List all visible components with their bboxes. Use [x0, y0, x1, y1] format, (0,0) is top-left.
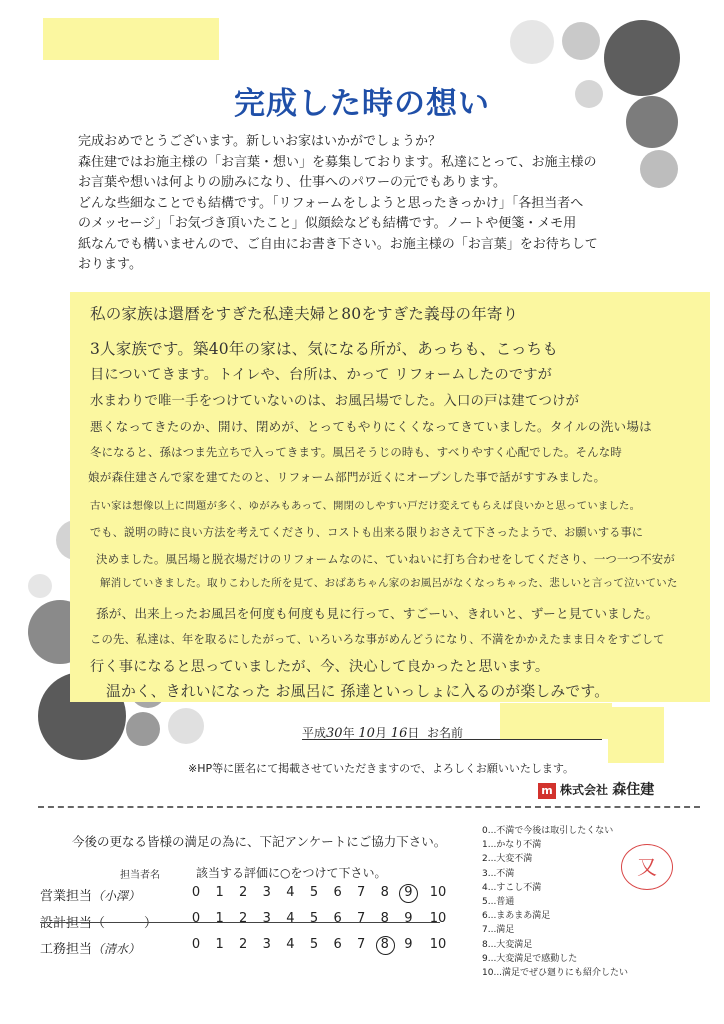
company-mark	[538, 779, 654, 799]
legend-item: 3...不満	[482, 868, 515, 879]
survey-header-right: 該当する評価に○をつけて下さい。	[196, 866, 387, 880]
cut-line	[38, 806, 700, 808]
date-month: 10	[358, 726, 375, 741]
legend-item: 0...不満で今後は取引したくない	[482, 826, 614, 836]
rating-option-10[interactable]: 10	[429, 937, 447, 952]
company-prefix: 株式会社	[560, 783, 609, 797]
legend-item: 10...満足でぜひ廻りにも紹介したい	[482, 968, 629, 979]
rating-option-4[interactable]: 4	[286, 911, 295, 926]
rating-option-9[interactable]: 9	[404, 885, 413, 900]
rating-option-3[interactable]: 3	[262, 885, 271, 900]
rating-option-5[interactable]: 5	[309, 911, 319, 926]
legend-item: 9...大変満足で感動した	[482, 953, 578, 964]
redacted-box	[608, 707, 664, 763]
rating-option-3[interactable]: 3	[262, 911, 271, 926]
survey-header-left: 担当者名	[120, 870, 160, 881]
intro-line: おります。	[78, 257, 142, 272]
rating-option-9[interactable]: 9	[404, 937, 413, 952]
rating-option-10[interactable]: 10	[429, 911, 447, 926]
date-year: 30	[326, 726, 343, 741]
rating-option-7[interactable]: 7	[357, 885, 366, 900]
rating-option-2[interactable]: 2	[239, 885, 248, 900]
handwritten-line: 3人家族です。築40年の家は、気になる所が、あっちも、こっちも	[90, 340, 559, 358]
date-underline	[302, 739, 602, 740]
intro-line: 紙なんでも構いませんので、ご自由にお書き下さい。お施主様の「お言葉」をお待ちして	[78, 236, 598, 252]
date-year-unit: 年	[342, 726, 355, 740]
design-row-strike	[40, 922, 440, 923]
deco-circle	[640, 150, 678, 188]
row-role: 設計担当	[40, 916, 93, 931]
company-name: 森住建	[612, 782, 655, 798]
rating-option-9[interactable]: 9	[404, 911, 413, 926]
rating-option-1[interactable]: 1	[215, 911, 224, 926]
handwritten-line: でも、説明の時に良い方法を考えてくださり、コストも出来る限りおさえて下さったようで、お願いする事に	[90, 526, 644, 539]
rating-option-1[interactable]: 1	[215, 885, 224, 900]
row-person: （ ）	[92, 916, 158, 931]
row-role: 工務担当	[40, 942, 93, 957]
handwritten-line: 悪くなってきたのか、開け、閉めが、とってもやりにくくなってきていました。タイルの洗い場は	[90, 419, 652, 434]
redacted-box	[43, 18, 219, 60]
legend-item: 8...大変満足	[482, 939, 533, 950]
handwritten-line: 古い家は想像以上に問題が多く、ゆがみもあって、開閉のしやすい戸だけ変えてもらえば良いかと思っていました。	[90, 500, 641, 512]
legend-item: 1...かなり不満	[482, 840, 542, 851]
row-person: （小澤）	[92, 889, 141, 903]
rating-option-4[interactable]: 4	[286, 937, 295, 952]
row-person: （清水）	[92, 942, 141, 956]
date-month-unit: 月	[374, 726, 387, 740]
rating-option-0[interactable]: 0	[191, 937, 201, 952]
intro-line: お言葉や想いは何よりの励みになり、仕事へのパワーの元でもあります。	[78, 175, 506, 190]
selected-rating-circle	[376, 936, 395, 955]
deco-circle	[126, 712, 160, 746]
row-role: 営業担当	[40, 889, 93, 904]
selected-rating-circle	[399, 884, 418, 903]
legend-item: 5...普通	[482, 897, 515, 908]
handwritten-line: 行く事になると思っていましたが、今、決心して良かったと思います。	[90, 659, 550, 675]
deco-circle	[168, 708, 204, 744]
rating-option-10[interactable]: 10	[429, 885, 447, 900]
survey-row-construction	[40, 938, 140, 957]
rating-option-7[interactable]: 7	[357, 937, 366, 952]
anonymity-note: ※HP等に匿名にて掲載させていただきますので、よろしくお願いいたします。	[188, 762, 575, 775]
deco-circle	[510, 20, 554, 64]
handwritten-line: 水まわりで唯一手をつけていないのは、お風呂場でした。入口の戸は建てつけが	[90, 394, 580, 409]
handwritten-line: 私の家族は還暦をすぎた私達夫婦と80をすぎた義母の年寄り	[90, 305, 519, 323]
deco-circle	[28, 574, 52, 598]
intro-line: のメッセージ」「お気づき頂いたこと」似顔絵なども結構です。ノートや便箋・メモ用	[78, 216, 577, 231]
rating-option-5[interactable]: 5	[309, 885, 319, 900]
deco-circle	[562, 22, 600, 60]
rating-option-0[interactable]: 0	[191, 885, 201, 900]
rating-legend	[482, 824, 628, 980]
rating-option-6[interactable]: 6	[333, 911, 342, 926]
rating-option-5[interactable]: 5	[309, 937, 319, 952]
date-day: 16	[390, 726, 408, 741]
survey-intro: 今後の更なる皆様の満足の為に、下記アンケートにご協力下さい。	[72, 834, 447, 849]
rating-option-8[interactable]: 8	[380, 937, 389, 952]
legend-item: 4...すこし不満	[482, 882, 542, 893]
legend-item: 2...大変不満	[482, 854, 533, 865]
handwritten-line: この先、私達は、年を取るにしたがって、いろいろな事がめんどうになり、不満をかかえたまま日々をすごして	[90, 633, 665, 646]
legend-item: 6...まあまあ満足	[482, 911, 551, 922]
page-title: 完成した時の想い	[234, 86, 490, 122]
survey-row-sales	[40, 885, 140, 904]
date-day-unit: 日	[407, 726, 420, 740]
handwritten-line: 孫が、出来上ったお風呂を何度も何度も見に行って、すごーい、きれいと、ずーと見ていました。	[96, 606, 659, 621]
rating-option-6[interactable]: 6	[333, 937, 342, 952]
handwritten-line: 決めました。風呂場と脱衣場だけのリフォームなのに、ていねいに打ち合わせをしてくださり、一つ一つ不安が	[96, 552, 675, 566]
rating-option-3[interactable]: 3	[262, 937, 271, 952]
date-era: 平成	[302, 726, 327, 740]
redacted-box	[500, 703, 612, 739]
rating-option-1[interactable]: 1	[215, 937, 224, 952]
rating-option-2[interactable]: 2	[239, 911, 248, 926]
rating-option-2[interactable]: 2	[239, 937, 248, 952]
rating-option-7[interactable]: 7	[357, 911, 366, 926]
handwritten-line: 冬になると、孫はつま先立ちで入ってきます。風呂そうじの時も、すべりやすく心配でした。そんな時	[90, 445, 622, 459]
intro-line: 完成おめでとうございます。新しいお家はいかがでしょうか？	[78, 134, 441, 149]
rating-option-8[interactable]: 8	[380, 911, 389, 926]
handwritten-line: 娘が森住建さんで家を建てたのと、リフォーム部門が近くにオープンした事で話がすすみました。	[88, 470, 606, 484]
rating-option-8[interactable]: 8	[380, 885, 389, 900]
company-logo: m	[538, 783, 556, 799]
rating-option-6[interactable]: 6	[333, 885, 342, 900]
rating-option-4[interactable]: 4	[286, 885, 295, 900]
reviewer-stamp: 又	[621, 844, 673, 890]
handwritten-line: 目についてきます。トイレや、台所は、かって リフォームしたのですが	[90, 367, 552, 383]
legend-item: 7...満足	[482, 925, 515, 936]
rating-option-0[interactable]: 0	[191, 911, 201, 926]
name-label: お名前	[427, 726, 464, 740]
intro-text	[78, 132, 598, 276]
handwritten-line: 解消していきました。取りこわした所を見て、おばあちゃん家のお風呂がなくなっちゃった、悲しいと言って泣いていた	[100, 577, 678, 589]
intro-line: 森住建ではお施主様の「お言葉・想い」を募集しております。私達にとって、お施主様の	[78, 154, 597, 170]
handwritten-line: 温かく、きれいになった お風呂に 孫達といっしょに入るのが楽しみです。	[106, 683, 610, 700]
intro-line: どんな些細なことでも結構です。「リフォームをしようと思ったきっかけ」「各担当者へ	[78, 195, 584, 211]
